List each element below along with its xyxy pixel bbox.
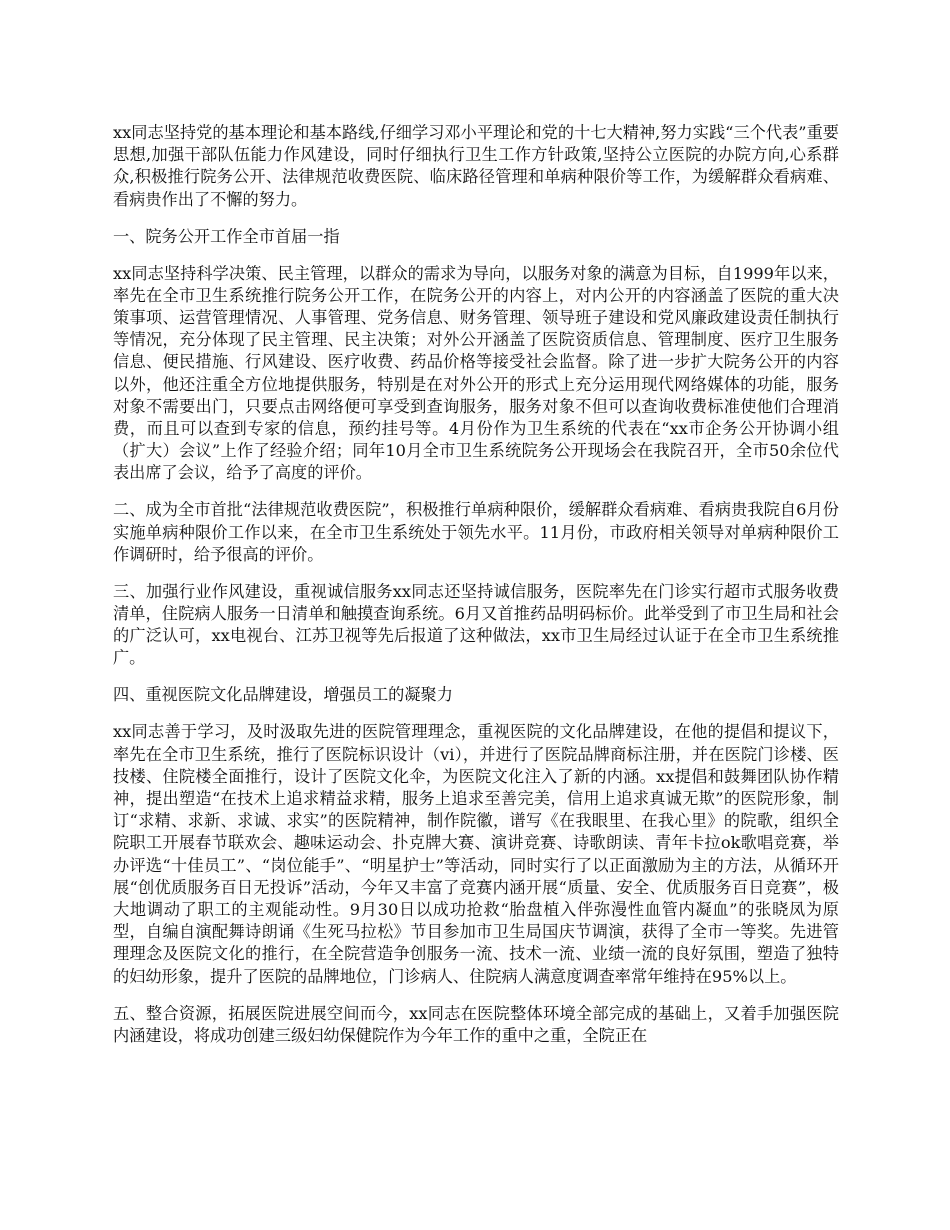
section-heading-4: 四、重视医院文化品牌建设，增强员工的凝聚力: [113, 685, 453, 705]
section-2-paragraph: 二、成为全市首批“法律规范收费医院”，积极推行单病种限价，缓解群众看病难、看病贵我院自6月份实施单病种限价工作以来，在全市卫生系统处于领先水平。11月份，市政府相关领导对单病种限价工作调研时，给予很高的评价。: [113, 500, 839, 564]
section-4-paragraph: xx同志善于学习，及时汲取先进的医院管理理念，重视医院的文化品牌建设，在他的提倡和提议下，率先在全市卫生系统，推行了医院标识设计（vi），并进行了医院品牌商标注册，并在医院门诊楼、医技楼、住院楼全面推行，设计了医院文化伞，为医院文化注入了新的内涵。xx提倡和鼓舞团队协作精神，提出塑造“在技术上追求精益求精，服务上追求至善完美，信用上追求真诚无欺”的医院形象，制订“求精、求新、求诚、求实”的医院精神，制作院徽，谱写《在我眼里、在我心里》的院歌，组织全院职工开展春节联欢会、趣味运动会、扑克牌大赛、演讲竞赛、诗歌朗读、青年卡拉ok歌唱竞赛，举办评选“十佳员工”、“岗位能手”、“明星护士”等活动，同时实行了以正面激励为主的方法，从循环开展“创优质服务百日无投诉”活动，今年又丰富了竞赛内涵开展“质量、安全、优质服务百日竞赛”，极大地调动了职工的主观能动性。9月30日以成功抢救“胎盘植入伴弥漫性血管内凝血”的张晓凤为原型，自编自演配舞诗朗诵《生死马拉松》节目参加市卫生局国庆节调演，获得了全市一等奖。先进管理理念及医院文化的推行，在全院营造争创服务一流、技术一流、业绩一流的良好氛围，塑造了独特的妇幼形象，提升了医院的品牌地位，门诊病人、住院病人满意度调查率常年维持在95%以上。: [113, 722, 839, 986]
section-1-paragraph: xx同志坚持科学决策、民主管理，以群众的需求为导向，以服务对象的满意为目标，自1999年以来，率先在全市卫生系统推行院务公开工作，在院务公开的内容上，对内公开的内容涵盖了医院的重大决策事项、运营管理情况、人事管理、党务信息、财务管理、领导班子建设和党风廉政建设责任制执行等情况，充分体现了民主管理、民主决策；对外公开涵盖了医院资质信息、管理制度、医疗卫生服务信息、便民措施、行风建设、医疗收费、药品价格等接受社会监督。除了进一步扩大院务公开的内容以外，他还注重全方位地提供服务，特别是在对外公开的形式上充分运用现代网络媒体的功能，服务对象不需要出门，只要点击网络便可享受到查询服务，服务对象不但可以查询收费标准使他们合理消费，而且可以查到专家的信息，预约挂号等。4月份作为卫生系统的代表在“xx市企务公开协调小组（扩大）会议”上作了经验介绍；同年10月全市卫生系统院务公开现场会在我院召开，全市50余位代表出席了会议，给予了高度的评价。: [113, 263, 839, 483]
section-5-paragraph: 五、整合资源，拓展医院进展空间而今，xx同志在医院整体环境全部完成的基础上，又着手加强医院内涵建设，将成功创建三级妇幼保健院作为今年工作的重中之重，全院正在: [113, 1003, 839, 1045]
intro-paragraph: xx同志坚持党的基本理论和基本路线,仔细学习邓小平理论和党的十七大精神,努力实践“三个代表”重要思想,加强干部队伍能力作风建设，同时仔细执行卫生工作方针政策,坚持公立医院的办院方向,心系群众,积极推行院务公开、法律规范收费医院、临床路径管理和单病种限价等工作，为缓解群众看病难、看病贵作出了不懈的努力。: [113, 123, 839, 209]
section-3-paragraph: 三、加强行业作风建设，重视诚信服务xx同志还坚持诚信服务，医院率先在门诊实行超市式服务收费清单，住院病人服务一日清单和触摸查询系统。6月又首推药品明码标价。此举受到了市卫生局和社会的广泛认可，xx电视台、江苏卫视等先后报道了这种做法，xx市卫生局经过认证于在全市卫生系统推广。: [113, 581, 839, 668]
document-body: [113, 122, 839, 1062]
section-heading-1: 一、院务公开工作全市首届一指: [113, 226, 340, 246]
